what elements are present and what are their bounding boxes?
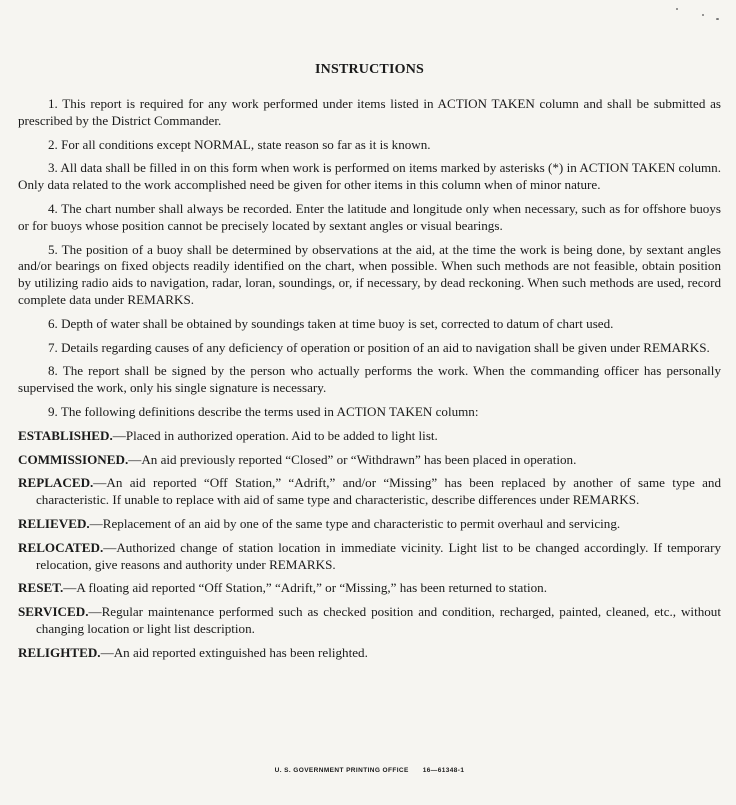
document-page: [18, 0, 721, 805]
scan-speck: [716, 18, 719, 20]
printing-office-name: U. S. GOVERNMENT PRINTING OFFICE: [274, 767, 409, 774]
definition-text: —Regular maintenance performed such as checked position and condition, recharged, painted, cleaned, etc., without changing location or light list description.: [36, 604, 721, 636]
instruction-8: 8. The report shall be signed by the person who actually performs the work. When the commanding officer has personally supervised the work, only his single signature is necessary.: [18, 363, 721, 396]
instruction-2: 2. For all conditions except NORMAL, state reason so far as it is known.: [48, 136, 431, 152]
printing-office-footer: [18, 767, 721, 774]
definition-serviced: [18, 604, 721, 638]
instructions-body: [18, 96, 721, 669]
instruction-3: 3. All data shall be filled in on this form when work is performed on items marked by asterisks (*) in ACTION TAKEN column. Only data related to the work accomplished need be given for other items in this column when of minor nature.: [18, 160, 721, 193]
definition-term: RELOCATED.: [18, 539, 104, 555]
definition-relieved: [18, 516, 721, 533]
definition-term: SERVICED.: [18, 604, 89, 620]
definition-term: REPLACED.: [18, 475, 94, 491]
definition-term: RELIGHTED.: [18, 644, 101, 660]
instruction-4: 4. The chart number shall always be recorded. Enter the latitude and longitude only when necessary, such as for offshore buoys or for buoys whose position cannot be precisely located by sextant angles or visual bearings.: [18, 200, 721, 233]
definition-replaced: [18, 475, 721, 509]
instruction-6: 6. Depth of water shall be obtained by soundings taken at time buoy is set, corrected to datum of chart used.: [48, 315, 614, 331]
definition-relocated: [18, 540, 721, 574]
definition-term: ESTABLISHED.: [18, 427, 113, 443]
instruction-7: 7. Details regarding causes of any deficiency of operation or position of an aid to navigation shall be given under REMARKS.: [48, 339, 710, 355]
definition-term: COMMISSIONED.: [18, 451, 129, 467]
definition-text: —A floating aid reported “Off Station,” “Adrift,” or “Missing,” has been returned to station.: [63, 580, 547, 596]
definition-text: —Authorized change of station location in immediate vicinity. Light list to be changed accordingly. If temporary relocation, give reasons and authority under REMARKS.: [36, 539, 721, 572]
definition-text: —An aid reported extinguished has been relighted.: [100, 644, 368, 660]
definition-commissioned: [18, 452, 721, 469]
scan-speck: [702, 14, 704, 16]
instruction-9: 9. The following definitions describe the terms used in ACTION TAKEN column:: [48, 403, 479, 419]
instruction-1: 1. This report is required for any work performed under items listed in ACTION TAKEN column and shall be submitted as prescribed by the District Commander.: [18, 96, 721, 128]
definition-text: —Placed in authorized operation. Aid to be added to light list.: [112, 427, 438, 443]
definition-text: —An aid reported “Off Station,” “Adrift,” and/or “Missing” has been replaced by another of same type and characteristic. If unable to replace with aid of same type and characteristic, describe differences under REMARKS.: [36, 475, 721, 508]
definition-established: [18, 428, 721, 445]
scan-speck: [676, 8, 678, 10]
page-title: INSTRUCTIONS: [315, 62, 424, 77]
definition-relighted: [18, 645, 721, 662]
instruction-5: 5. The position of a buoy shall be determined by observations at the aid, at the time the work is being done, by sextant angles and/or bearings on fixed objects readily identified on the chart, when possible. When such methods are not feasible, obtain position by utilizing radio aids to navigation, radar, loran, soundings, or, if necessary, by dead reckoning. When such methods are used, record complete data under REMARKS.: [18, 241, 721, 307]
definition-reset: [18, 580, 721, 597]
definition-text: —An aid previously reported “Closed” or “Withdrawn” has been placed in operation.: [128, 451, 577, 467]
form-code: 16—61348-1: [422, 767, 465, 774]
definition-text: —Replacement of an aid by one of the same type and characteristic to permit overhaul and servicing.: [89, 515, 621, 531]
definition-term: RELIEVED.: [18, 515, 90, 531]
definition-term: RESET.: [18, 580, 64, 596]
